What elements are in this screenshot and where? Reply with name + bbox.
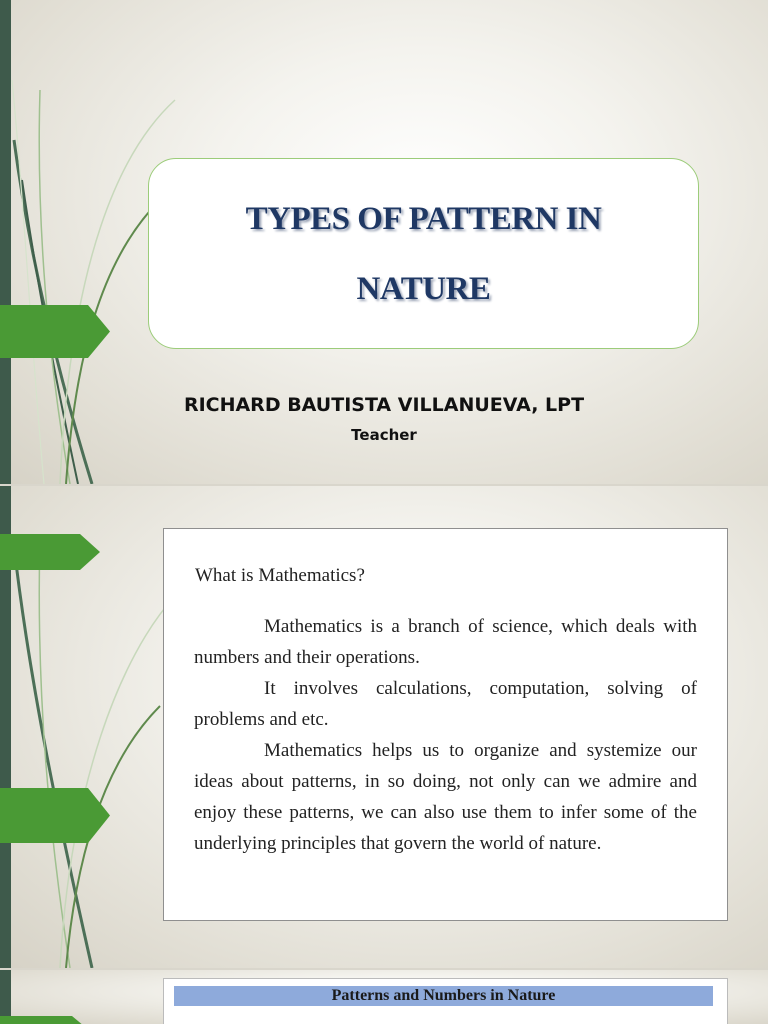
left-accent-bar (0, 970, 11, 1024)
next-slide-partial (0, 970, 768, 1024)
title-line-1: TYPES OF PATTERN IN (245, 200, 602, 237)
green-arrow-shape (0, 305, 110, 358)
document-excerpt (163, 978, 728, 1024)
section-heading: What is Mathematics? (195, 565, 365, 586)
paragraph: It involves calculations, computation, solving of problems and etc. (194, 678, 697, 730)
paragraph: Mathematics helps us to organize and systemize our ideas about patterns, in so doing, not only can we admire and enjoy these patterns, we can also use them to infer some of the underlying principles that govern the world of nature. (194, 740, 697, 854)
content-slide (0, 486, 768, 968)
section-banner: Patterns and Numbers in Nature (174, 986, 713, 1006)
title-slide (0, 0, 768, 484)
presentation-title (214, 184, 634, 324)
title-box (148, 158, 699, 349)
green-arrow-shape (0, 534, 100, 570)
document-excerpt (163, 528, 728, 921)
document-body (194, 611, 697, 859)
green-arrow-shape (0, 1016, 90, 1024)
green-arrow-shape (0, 788, 110, 843)
author-name: RICHARD BAUTISTA VILLANUEVA, LPT (183, 394, 585, 416)
title-line-2: NATURE (356, 270, 491, 307)
author-role: Teacher (351, 426, 417, 444)
paragraph: Mathematics is a branch of science, which deals with numbers and their operations. (194, 616, 697, 668)
